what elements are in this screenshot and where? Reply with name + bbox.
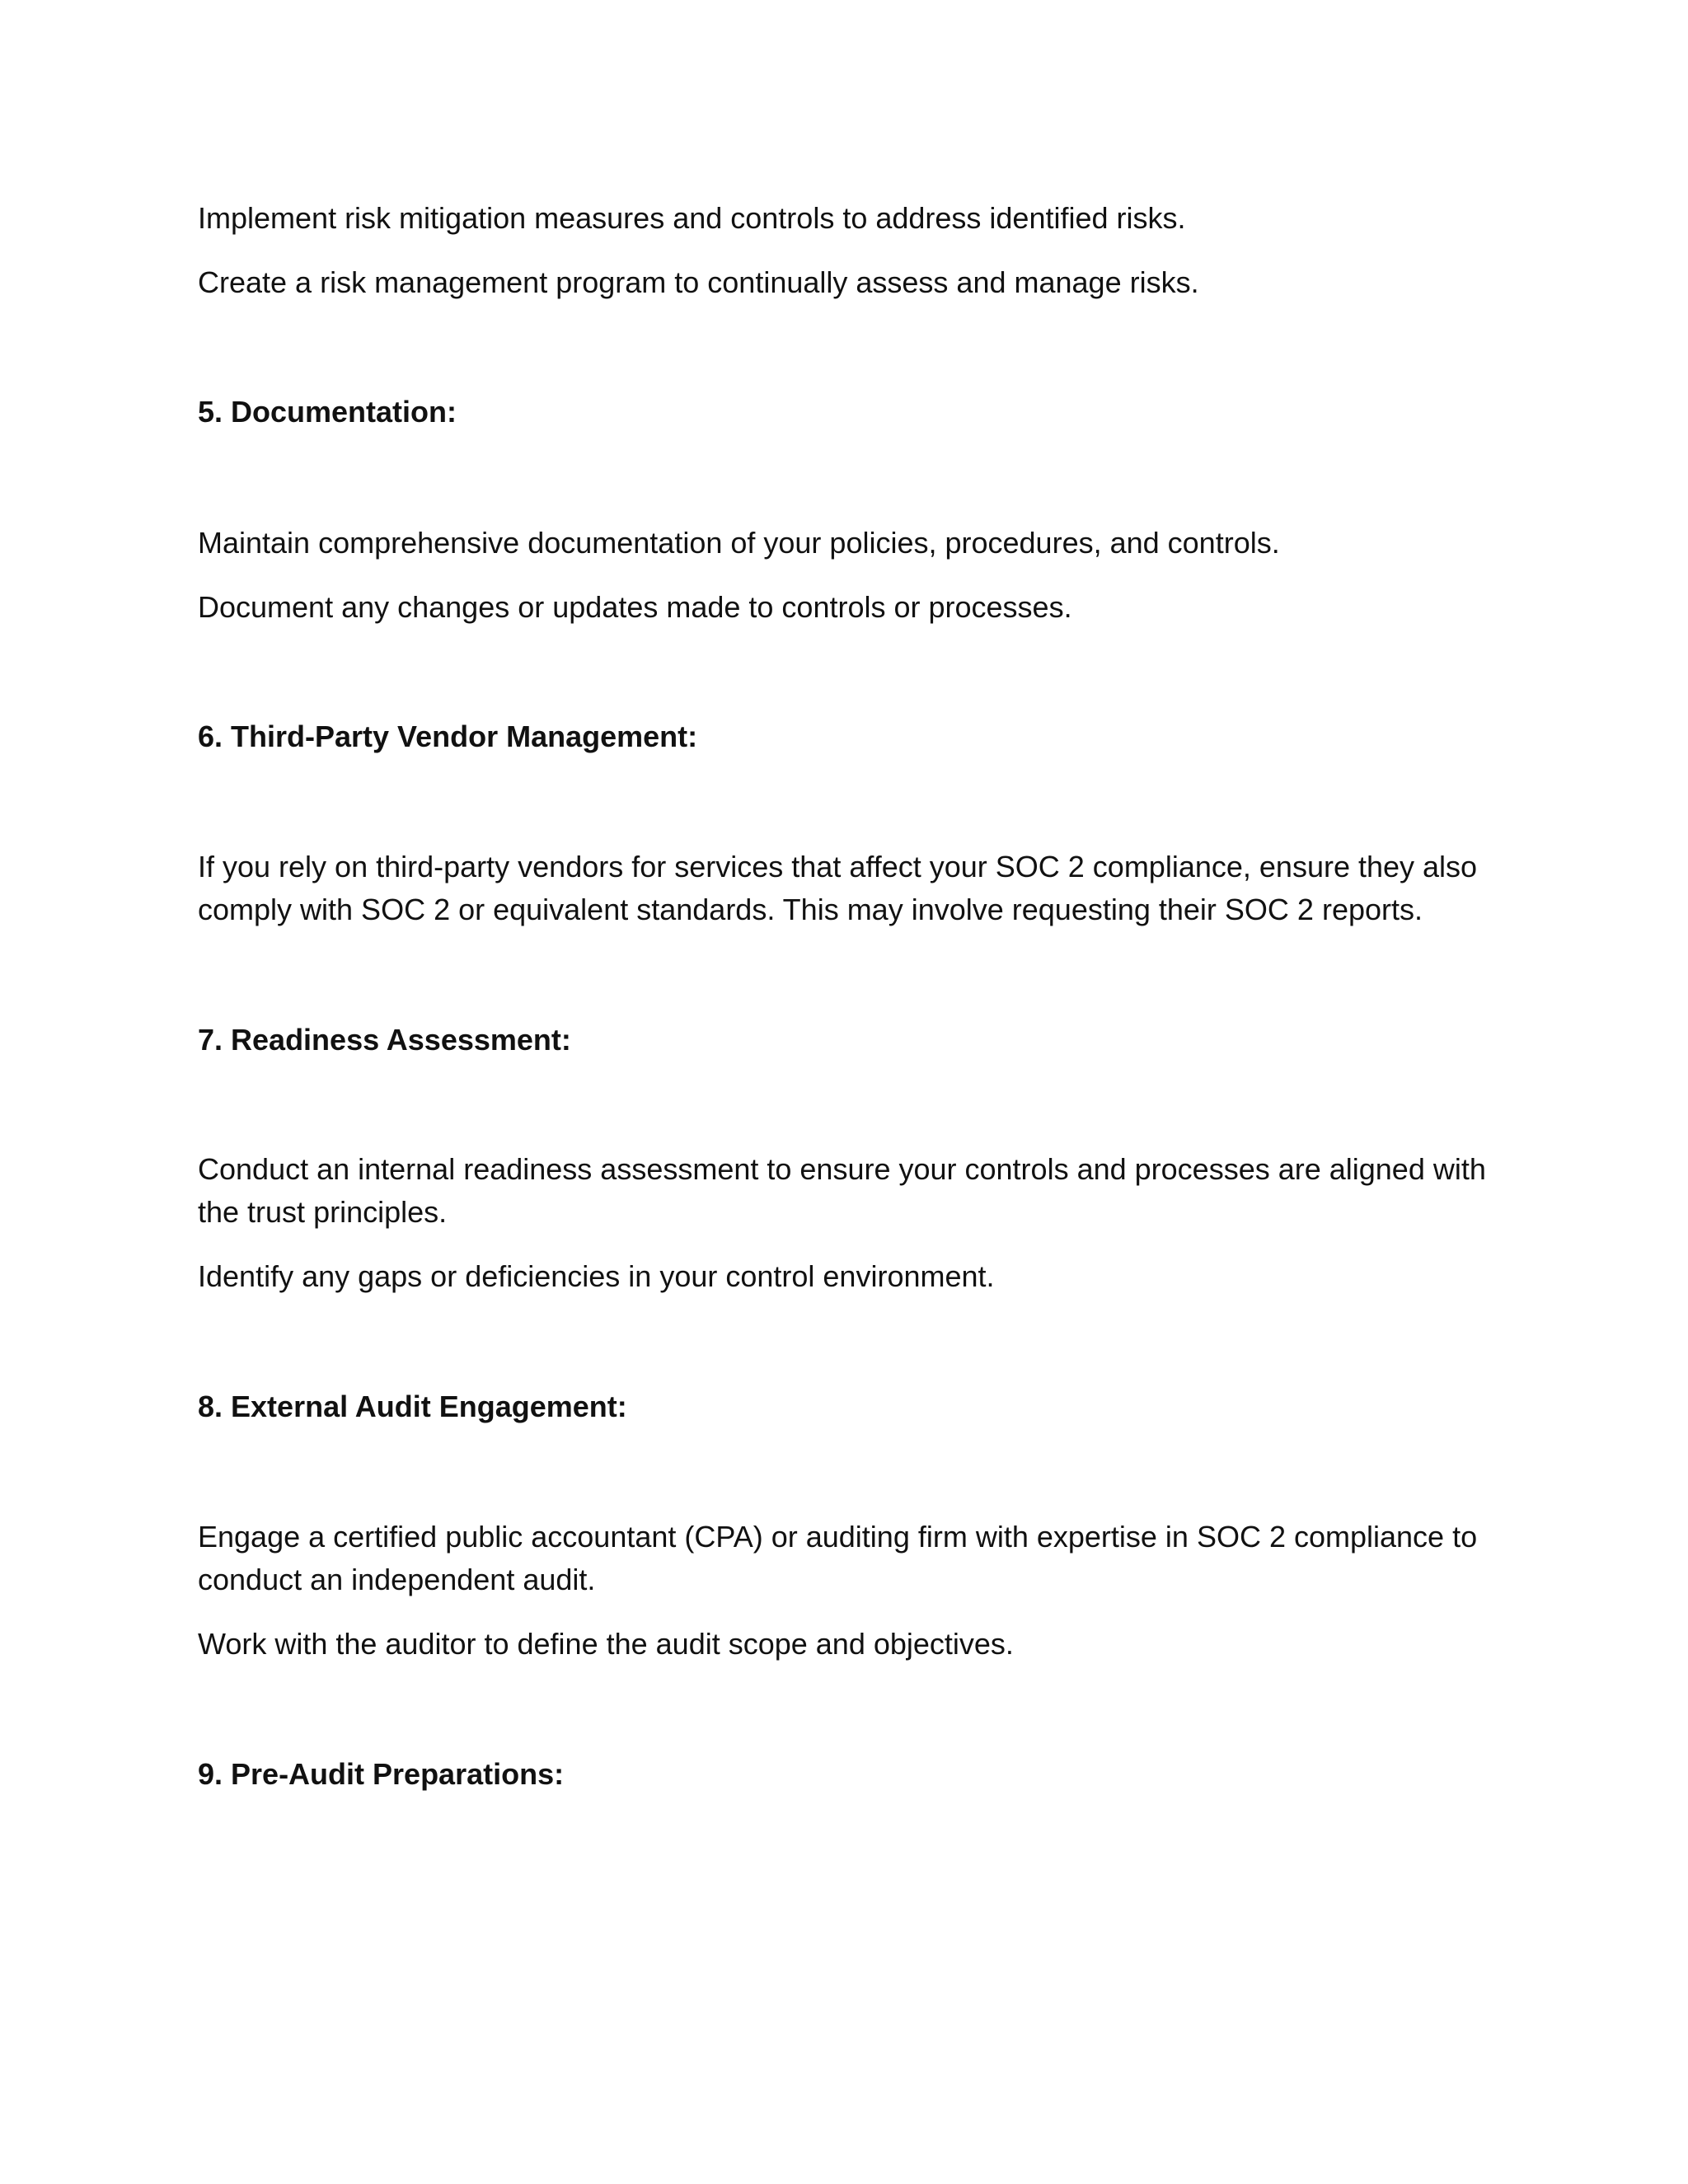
heading-documentation: 5. Documentation: [198, 395, 457, 429]
heading-readiness-assessment: 7. Readiness Assessment: [198, 1023, 571, 1057]
paragraph-maintain-docs: Maintain comprehensive documentation of your policies, procedures, and controls. [198, 526, 1280, 560]
paragraph-readiness-line-2: the trust principles. [198, 1195, 448, 1229]
paragraph-readiness-line-1: Conduct an internal readiness assessment to ensure your controls and processes are aligned with [198, 1152, 1486, 1186]
paragraph-vendor-line-2: comply with SOC 2 or equivalent standards. This may involve requesting their SOC 2 reports. [198, 893, 1423, 926]
heading-pre-audit: 9. Pre-Audit Preparations: [198, 1757, 565, 1791]
paragraph-vendor-line-1: If you rely on third-party vendors for services that affect your SOC 2 compliance, ensure they also [198, 850, 1478, 883]
paragraph-risk-mitigation: Implement risk mitigation measures and controls to address identified risks. [198, 201, 1186, 235]
paragraph-cpa-line-1: Engage a certified public accountant (CPA) or auditing firm with expertise in SOC 2 compliance to [198, 1520, 1478, 1554]
heading-external-audit: 8. External Audit Engagement: [198, 1390, 627, 1423]
paragraph-risk-program: Create a risk management program to continually assess and manage risks. [198, 265, 1199, 299]
paragraph-audit-scope: Work with the auditor to define the audit scope and objectives. [198, 1627, 1014, 1661]
paragraph-document-changes: Document any changes or updates made to controls or processes. [198, 590, 1072, 624]
paragraph-gaps: Identify any gaps or deficiencies in your control environment. [198, 1259, 995, 1293]
heading-vendor-management: 6. Third-Party Vendor Management: [198, 719, 698, 753]
paragraph-cpa-line-2: conduct an independent audit. [198, 1563, 596, 1596]
